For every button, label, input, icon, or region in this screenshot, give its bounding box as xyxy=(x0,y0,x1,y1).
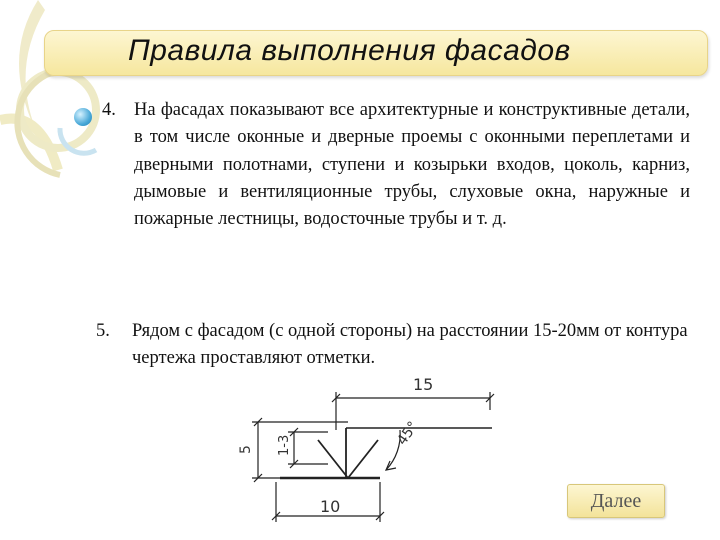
dim-left-inner-label: 1-3 xyxy=(277,434,292,456)
list-number: 4. xyxy=(102,100,116,120)
dim-top-label: 15 xyxy=(413,375,434,394)
list-item-5 xyxy=(96,318,696,373)
dim-left-outer-label: 5 xyxy=(238,445,254,454)
next-button[interactable]: Далее xyxy=(567,484,665,518)
list-item-text: На фасадах показывают все архитектурные и конструктивные детали, в том числе оконные и дверные проемы с оконными переплетами и дверными полотнами, ступени и козырьки входов, цоколь, карниз, дымовые и вентиляционные трубы, слуховые окна, наружные и пожарные лестницы, водосточные трубы и т. д. xyxy=(134,100,690,230)
elevation-mark-drawing xyxy=(228,370,528,530)
list-item-4 xyxy=(102,97,690,233)
slide-title: Правила выполнения фасадов xyxy=(128,34,571,67)
list-item-text: Рядом с фасадом (с одной стороны) на расстоянии 15-20мм от контура чертежа проставляют отметки. xyxy=(132,321,688,369)
bullet-dot-icon xyxy=(74,108,92,126)
list-number: 5. xyxy=(96,321,110,341)
angle-label: 45° xyxy=(394,418,422,449)
dim-bottom-label: 10 xyxy=(320,497,341,516)
